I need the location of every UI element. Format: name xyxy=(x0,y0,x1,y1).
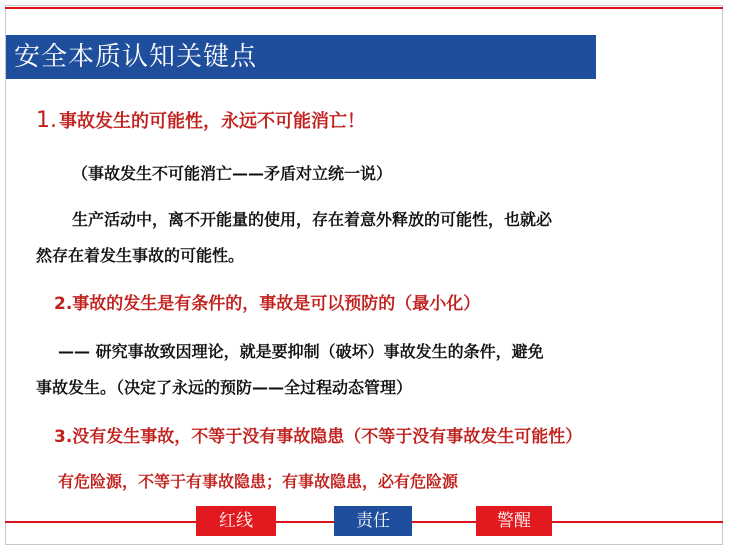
point-2-heading: 2.事故的发生是有条件的，事故是可以预防的（最小化） xyxy=(54,294,481,314)
slide-title: 安全本质认知关键点 xyxy=(6,35,596,79)
point-1-heading xyxy=(36,107,365,133)
tag-responsibility: 责任 xyxy=(334,506,412,536)
tag-red-line: 红线 xyxy=(196,506,276,536)
point-3-heading: 3.没有发生事故，不等于没有事故隐患（不等于没有事故发生可能性） xyxy=(54,427,583,447)
tag-alert: 警醒 xyxy=(476,506,552,536)
point-2-body-line-2: 事故发生。（决定了永远的预防——全过程动态管理） xyxy=(36,378,413,397)
top-divider xyxy=(5,7,723,9)
slide-frame xyxy=(5,5,723,545)
point-1-body-line-2: 然存在着发生事故的可能性。 xyxy=(36,246,245,265)
point-1-note: （事故发生不可能消亡——矛盾对立统一说） xyxy=(72,164,393,183)
point-1-body-line-1: 生产活动中，离不开能量的使用，存在着意外释放的可能性，也就必 xyxy=(72,210,553,229)
point-1-heading-text: 事故发生的可能性，永远不可能消亡！ xyxy=(59,111,365,132)
point-1-number: 1. xyxy=(36,108,57,133)
point-2-body-line-1: —— 研究事故致因理论，就是要抑制（破坏）事故发生的条件，避免 xyxy=(58,342,544,361)
point-3-body: 有危险源，不等于有事故隐患；有事故隐患，必有危险源 xyxy=(58,472,459,491)
